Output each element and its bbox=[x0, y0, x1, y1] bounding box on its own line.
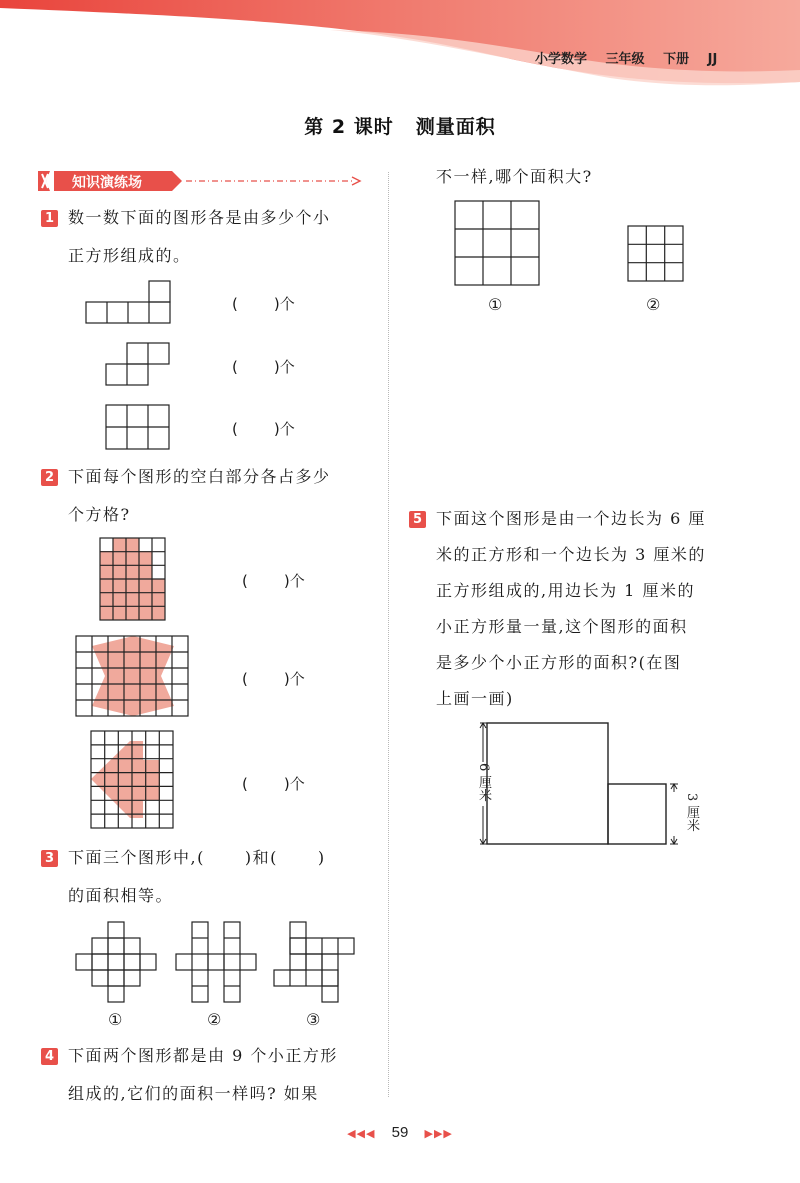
q2-answer-3[interactable]: ( )个 bbox=[242, 775, 305, 793]
topic-label: 测量面积 bbox=[415, 116, 496, 138]
q1-figure-3 bbox=[105, 404, 175, 454]
q4-line-2: 组成的,它们的面积一样吗? 如果 bbox=[68, 1084, 319, 1103]
q3-figure-2 bbox=[176, 922, 261, 1012]
page-title bbox=[0, 112, 800, 139]
q2-figure-3 bbox=[91, 731, 176, 831]
dimension-3cm: 3 厘米 bbox=[684, 793, 699, 832]
q5-line-3: 正方形组成的,用边长为 1 厘米的 bbox=[436, 581, 695, 600]
q2-line-1: 下面每个图形的空白部分各占多少 bbox=[68, 467, 331, 486]
q3-label-3: ③ bbox=[306, 1010, 321, 1029]
q4-line-1: 下面两个图形都是由 9 个小正方形 bbox=[68, 1046, 338, 1065]
q1-line-1: 数一数下面的图形各是由多少个小 bbox=[68, 208, 331, 227]
volume-label: 下册 bbox=[663, 52, 690, 67]
q3-figure-1 bbox=[76, 922, 161, 1012]
q4-label-1: ① bbox=[488, 295, 503, 314]
q5-line-4: 小正方形量一量,这个图形的面积 bbox=[436, 617, 688, 636]
question-number-4: 4 bbox=[41, 1048, 58, 1065]
page-number: 59 bbox=[391, 1124, 409, 1141]
section-label: 知识演练场 bbox=[72, 175, 142, 191]
grade-label: 三年级 bbox=[605, 52, 645, 67]
q5-line-1: 下面这个图形是由一个边长为 6 厘 bbox=[436, 509, 706, 528]
q1-answer-3[interactable]: ( )个 bbox=[232, 420, 295, 438]
q2-line-2: 个方格? bbox=[68, 505, 131, 524]
q5-line-6: 上画一画) bbox=[436, 689, 514, 708]
q1-figure-1 bbox=[85, 280, 175, 325]
page-footer bbox=[0, 1124, 800, 1141]
q5-line-2: 米的正方形和一个边长为 3 厘米的 bbox=[436, 545, 706, 564]
prev-arrows-icon: ◀◀◀ bbox=[347, 1128, 376, 1140]
q1-answer-1[interactable]: ( )个 bbox=[232, 295, 295, 313]
q4-figure-2 bbox=[628, 226, 688, 286]
column-divider bbox=[388, 172, 389, 1097]
question-number-2: 2 bbox=[41, 469, 58, 486]
book-info bbox=[535, 48, 731, 67]
q2-answer-2[interactable]: ( )个 bbox=[242, 670, 305, 688]
subject-label: 小学数学 bbox=[535, 52, 588, 67]
q1-answer-2[interactable]: ( )个 bbox=[232, 358, 295, 376]
question-number-3: 3 bbox=[41, 850, 58, 867]
q2-figure-2 bbox=[76, 636, 191, 718]
q3-label-1: ① bbox=[108, 1010, 123, 1029]
q2-answer-1[interactable]: ( )个 bbox=[242, 572, 305, 590]
lesson-label: 第 2 课时 bbox=[304, 116, 394, 138]
q3-line-1: 下面三个图形中,( )和( ) bbox=[68, 848, 326, 867]
next-arrows-icon: ▶▶▶ bbox=[424, 1128, 453, 1140]
edition-label: JJ bbox=[707, 52, 718, 67]
question-number-1: 1 bbox=[41, 210, 58, 227]
dimension-6cm: 6 厘米 bbox=[476, 763, 491, 802]
q2-figure-1 bbox=[100, 538, 170, 623]
q4-figure-1 bbox=[455, 201, 545, 291]
q3-figure-3 bbox=[274, 922, 359, 1012]
q5-figure[interactable] bbox=[472, 722, 702, 852]
q4-label-2: ② bbox=[646, 295, 661, 314]
q5-line-5: 是多少个小正方形的面积?(在图 bbox=[436, 653, 682, 672]
q3-label-2: ② bbox=[207, 1010, 222, 1029]
q4-line-3: 不一样,哪个面积大? bbox=[436, 167, 593, 186]
q1-figure-2 bbox=[105, 342, 175, 387]
q1-line-2: 正方形组成的。 bbox=[68, 246, 191, 265]
q3-line-2: 的面积相等。 bbox=[68, 886, 174, 905]
question-number-5: 5 bbox=[409, 511, 426, 528]
